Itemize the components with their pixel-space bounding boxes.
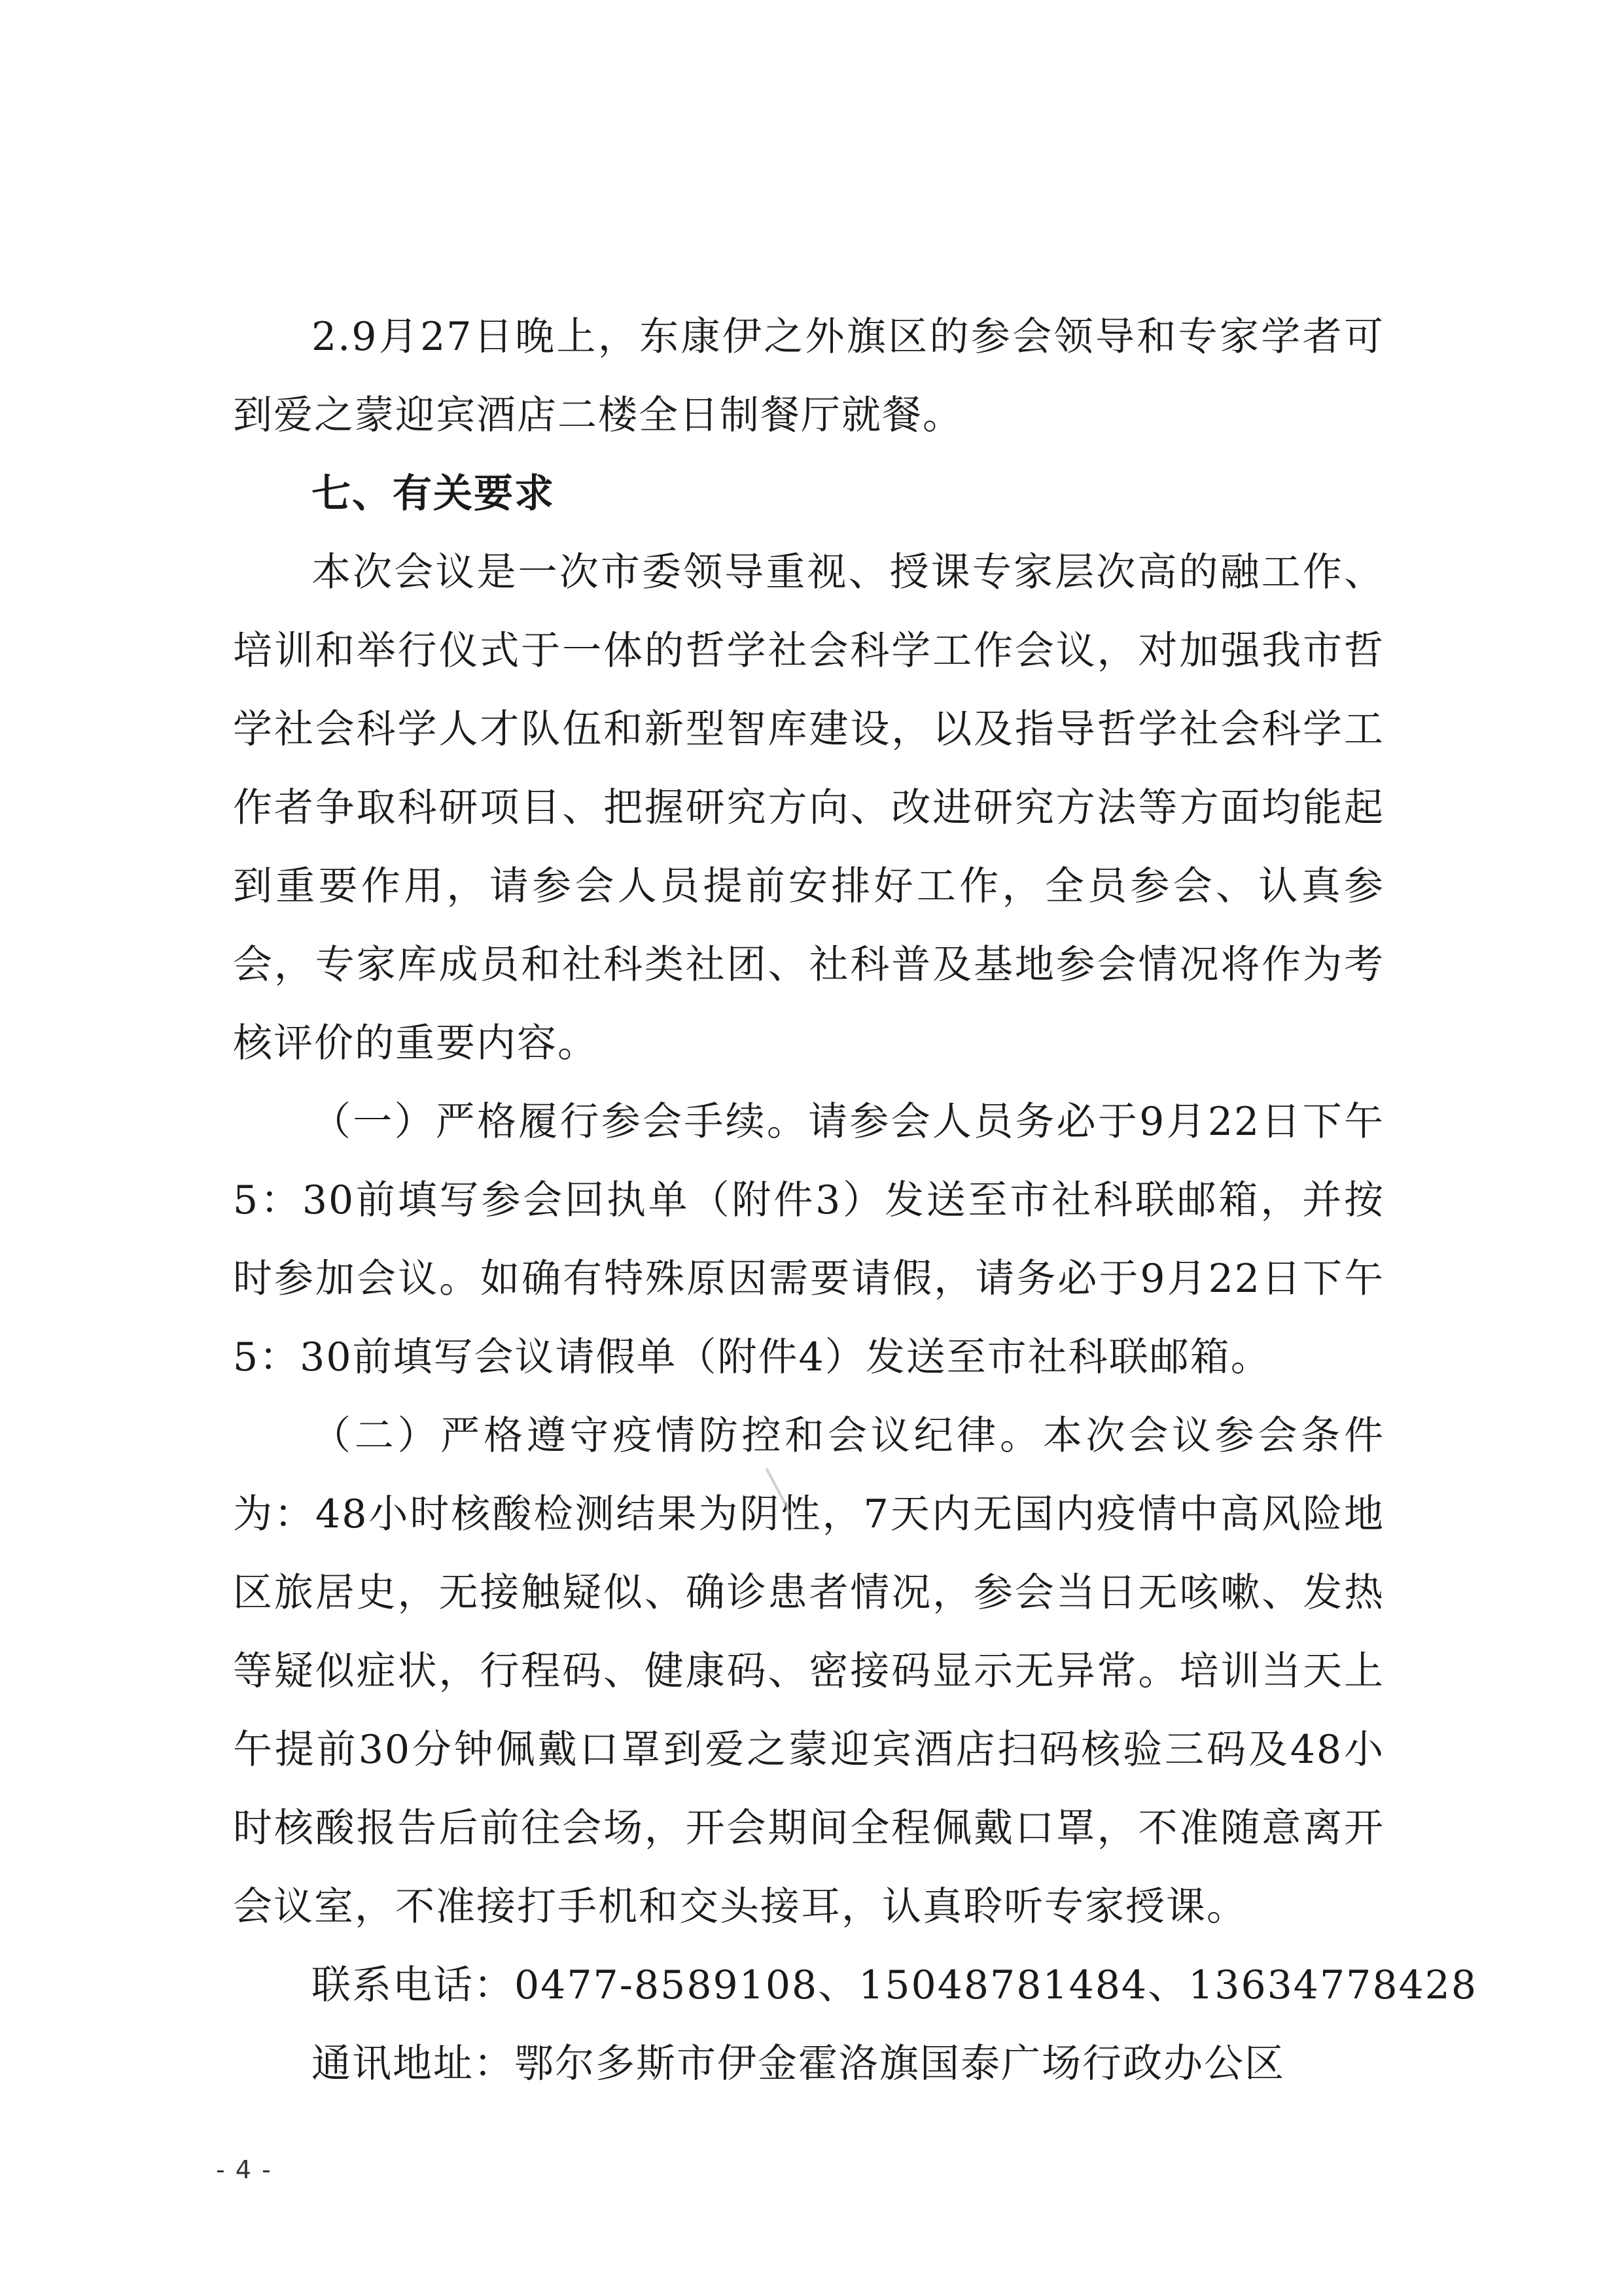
paragraph-meeting-importance: 本次会议是一次市委领导重视、授课专家层次高的融工作、培训和举行仪式于一体的哲学社会科学工作会议，对加强我市哲学社会科学人才队伍和新型智库建设，以及指导哲学社会科学工作者争取科研项目、把握研究方向、改进研究方法等方面均能起到重要作用，请参会人员提前安排好工作，全员参会、认真参会，专家库成员和社科类社团、社科普及基地参会情况将作为考核评价的重要内容。 bbox=[233, 549, 1385, 1066]
paragraph-epidemic-discipline: （二）严格遵守疫情防控和会议纪律。本次会议参会条件为：48小时核酸检测结果为阴性，7天内无国内疫情中高风险地区旅居史，无接触疑似、确诊患者情况，参会当日无咳嗽、发热等疑似症状，行程码、健康码、密接码显示无异常。培训当天上午提前30分钟佩戴口罩到爱之蒙迎宾酒店扫码核验三码及48小时核酸报告后前往会场，开会期间全程佩戴口罩，不准随意离开会议室，不准接打手机和交头接耳，认真聆听专家授课。 bbox=[233, 1413, 1385, 1930]
paragraph-dining: 2.9月27日晚上，东康伊之外旗区的参会领导和专家学者可到爱之蒙迎宾酒店二楼全日制餐厅就餐。 bbox=[233, 314, 1385, 438]
document-body bbox=[233, 298, 1478, 2103]
paragraph-attendance-procedure: （一）严格履行参会手续。请参会人员务必于9月22日下午5：30前填写参会回执单（附件3）发送至市社科联邮箱，并按时参加会议。如确有特殊原因需要请假，请务必于9月22日下午5：30前填写会议请假单（附件4）发送至市社科联邮箱。 bbox=[233, 1099, 1385, 1380]
contact-address: 通讯地址：鄂尔多斯市伊金霍洛旗国泰广场行政办公区 bbox=[311, 2041, 1285, 2087]
section-heading-requirements: 七、有关要求 bbox=[311, 471, 555, 517]
page-number: - 4 - bbox=[216, 2155, 272, 2184]
contact-phone: 联系电话：0477-8589108、15048781484、13634778428 bbox=[311, 1962, 1478, 2008]
